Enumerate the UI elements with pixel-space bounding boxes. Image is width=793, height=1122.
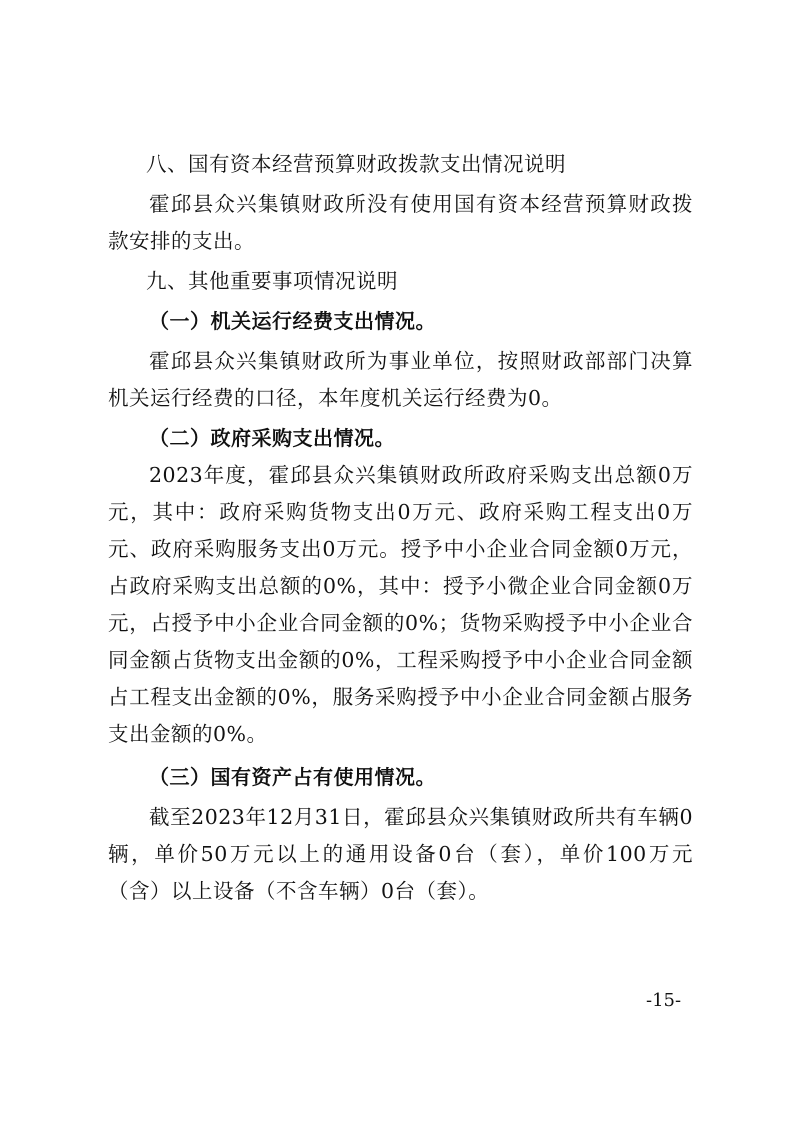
section-9-heading: 九、其他重要事项情况说明 <box>146 269 398 293</box>
section-9-2-body: 2023年度，霍邱县众兴集镇财政所政府采购支出总额0万元，其中：政府采购货物支出0万元、政府采购工程支出0万元、政府采购服务支出0万元。授予中小企业合同金额0万元，占政府采购支出总额的0%，其中：授予小微企业合同金额0万元，占授予中小企业合同金额的0%；货物采购授予中小企业合同金额占货物支出金额的0%，工程采购授予中小企业合同金额占工程支出金额的0%，服务采购授予中小企业合同金额占服务支出金额的0%。 <box>108 463 693 746</box>
section-8-body: 霍邱县众兴集镇财政所没有使用国有资本经营预算财政拨款安排的支出。 <box>108 192 693 253</box>
section-9-1-body: 霍邱县众兴集镇财政所为事业单位，按照财政部部门决算机关运行经费的口径，本年度机关运行经费为0。 <box>108 349 693 410</box>
section-9-3-body: 截至2023年12月31日，霍邱县众兴集镇财政所共有车辆0辆，单价50万元以上的通用设备0台（套），单价100万元（含）以上设备（不含车辆）0台（套）。 <box>108 805 693 903</box>
section-9-3-heading: （三）国有资产占有使用情况。 <box>149 765 436 789</box>
document-body <box>108 146 693 910</box>
section-9-1-heading: （一）机关运行经费支出情况。 <box>149 309 436 333</box>
page-number: -15- <box>646 990 682 1011</box>
section-8-heading: 八、国有资本经营预算财政拨款支出情况说明 <box>146 152 566 176</box>
section-9-2-heading: （二）政府采购支出情况。 <box>149 426 395 450</box>
